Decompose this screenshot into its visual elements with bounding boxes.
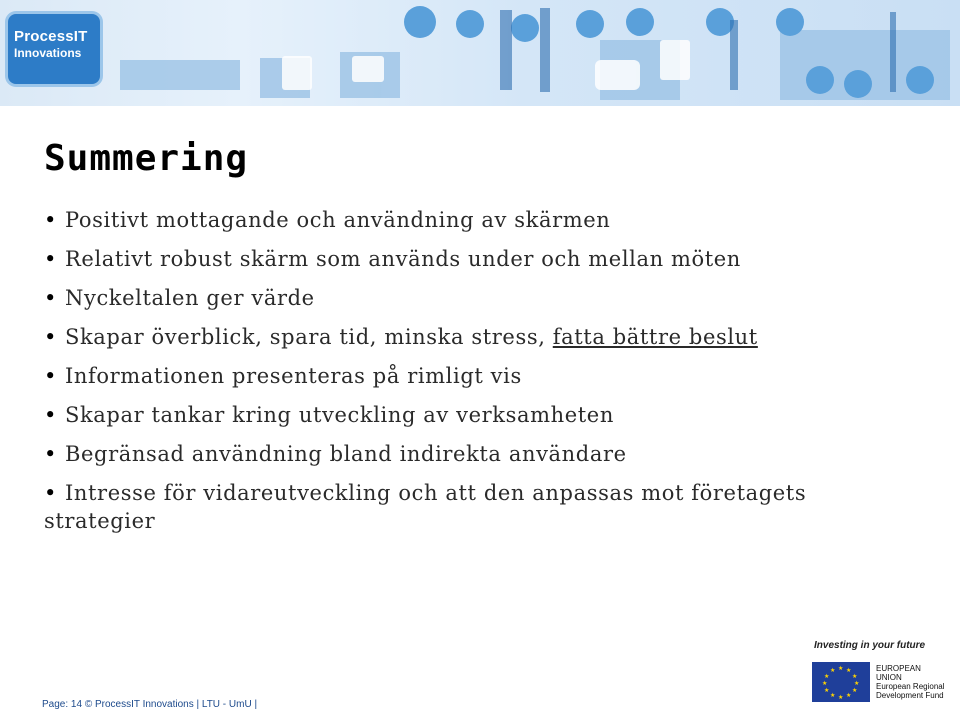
bullet-link[interactable]: fatta bättre beslut	[552, 325, 758, 349]
bullet-dot-icon: •	[44, 364, 57, 388]
eu-flag-icon: ★ ★ ★ ★ ★ ★ ★ ★ ★ ★ ★ ★	[812, 662, 870, 702]
banner-illustration	[0, 0, 960, 106]
page-title: Summering	[44, 138, 249, 179]
header-banner	[0, 0, 960, 106]
bullet-text: Skapar tankar kring utveckling av verksamheten	[65, 403, 614, 427]
eu-tagline: Investing in your future	[814, 640, 926, 651]
bullet-item	[44, 284, 904, 312]
bullet-item	[44, 440, 904, 468]
bullet-item	[44, 245, 904, 273]
logo-line1: ProcessIT	[14, 28, 88, 45]
bullet-item	[44, 323, 904, 351]
bullet-item	[44, 479, 904, 535]
bullet-dot-icon: •	[44, 208, 57, 232]
bullet-dot-icon: •	[44, 286, 57, 310]
bullet-dot-icon: •	[44, 403, 57, 427]
processit-logo	[8, 14, 100, 84]
eu-text-block	[876, 664, 945, 700]
bullet-dot-icon: •	[44, 325, 57, 349]
bullet-text: Positivt mottagande och användning av skärmen	[65, 208, 611, 232]
eu-line3: European Regional	[876, 682, 945, 691]
bullet-item	[44, 362, 904, 390]
bullet-dot-icon: •	[44, 442, 57, 466]
bullet-text: Relativt robust skärm som används under och mellan möten	[65, 247, 741, 271]
bullet-text: Intresse för vidareutveckling och att den anpassas mot företagets strategier	[44, 481, 807, 533]
eu-line4: Development Fund	[876, 691, 944, 700]
logo-line2: Innovations	[14, 46, 82, 60]
bullet-text: Begränsad användning bland indirekta användare	[65, 442, 627, 466]
eu-line1: EUROPEAN	[876, 664, 921, 673]
bullet-item	[44, 206, 904, 234]
page-footer: Page: 14 © ProcessIT Innovations | LTU - UmU |	[42, 699, 258, 710]
bullet-text: Informationen presenteras på rimligt vis	[65, 364, 522, 388]
bullet-dot-icon: •	[44, 481, 57, 505]
bullet-list	[44, 206, 904, 546]
bullet-dot-icon: •	[44, 247, 57, 271]
bullet-text: Skapar överblick, spara tid, minska stress,	[65, 325, 553, 349]
bullet-text: Nyckeltalen ger värde	[65, 286, 315, 310]
bullet-item	[44, 401, 904, 429]
eu-line2: UNION	[876, 673, 902, 682]
eu-funding-logo	[810, 638, 960, 716]
